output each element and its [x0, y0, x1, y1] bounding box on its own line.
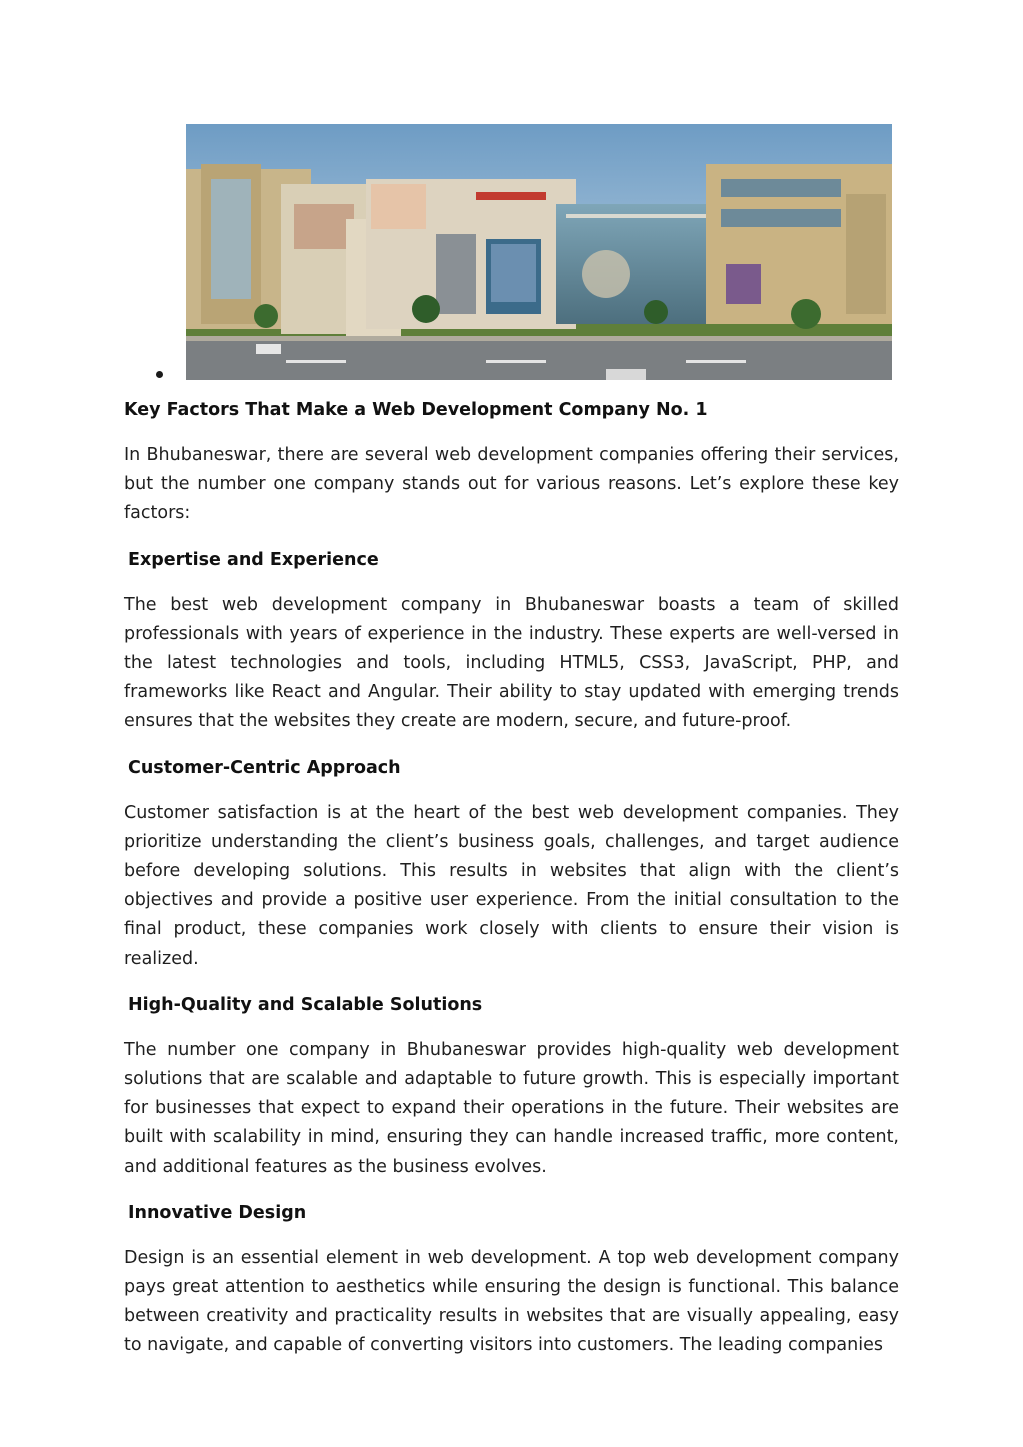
image-list-item [124, 124, 899, 380]
intro-paragraph: In Bhubaneswar, there are several web development companies offering their services, but the number one company stands out for various reasons. Let’s explore these key factors: [124, 445, 899, 524]
section-body-customer: Customer satisfaction is at the heart of the best web development companies. They prioritize understanding the client’s business goals, challenges, and target audience before developing solutions. This results in websites that align with the client’s objectives and provide a positive user experience. From the initial consultation to the final product, these companies work closely with clients to ensure their vision is realized. [124, 802, 899, 969]
section-title-quality: High-Quality and Scalable Solutions [128, 994, 483, 1015]
bullet-icon [156, 371, 163, 378]
mall-building-photo [186, 124, 892, 380]
section-body-quality: The number one company in Bhubaneswar provides high-quality web development solutions that are scalable and adaptable to future growth. This is especially important for businesses that expect to expand their operations in the future. Their websites are built with scalability in mind, ensuring they can handle increased traffic, more content, and additional features as the business evolves. [124, 1039, 899, 1177]
section-title-customer: Customer-Centric Approach [128, 757, 401, 778]
section-title-expertise: Expertise and Experience [128, 549, 379, 570]
article-body [124, 398, 899, 1361]
article-heading: Key Factors That Make a Web Development Company No. 1 [124, 400, 708, 420]
section-body-design: Design is an essential element in web development. A top web development company pays great attention to aesthetics while ensuring the design is functional. This balance between creativity and practicality results in websites that are visually appealing, easy to navigate, and capable of converting visitors into customers. The leading companies [124, 1247, 899, 1356]
section-body-expertise: The best web development company in Bhubaneswar boasts a team of skilled professionals with years of experience in the industry. These experts are well-versed in the latest technologies and tools, including HTML5, CSS3, JavaScript, PHP, and frameworks like React and Angular. Their ability to stay updated with emerging trends ensures that the websites they create are modern, secure, and future-proof. [124, 594, 899, 732]
section-title-design: Innovative Design [128, 1202, 307, 1223]
